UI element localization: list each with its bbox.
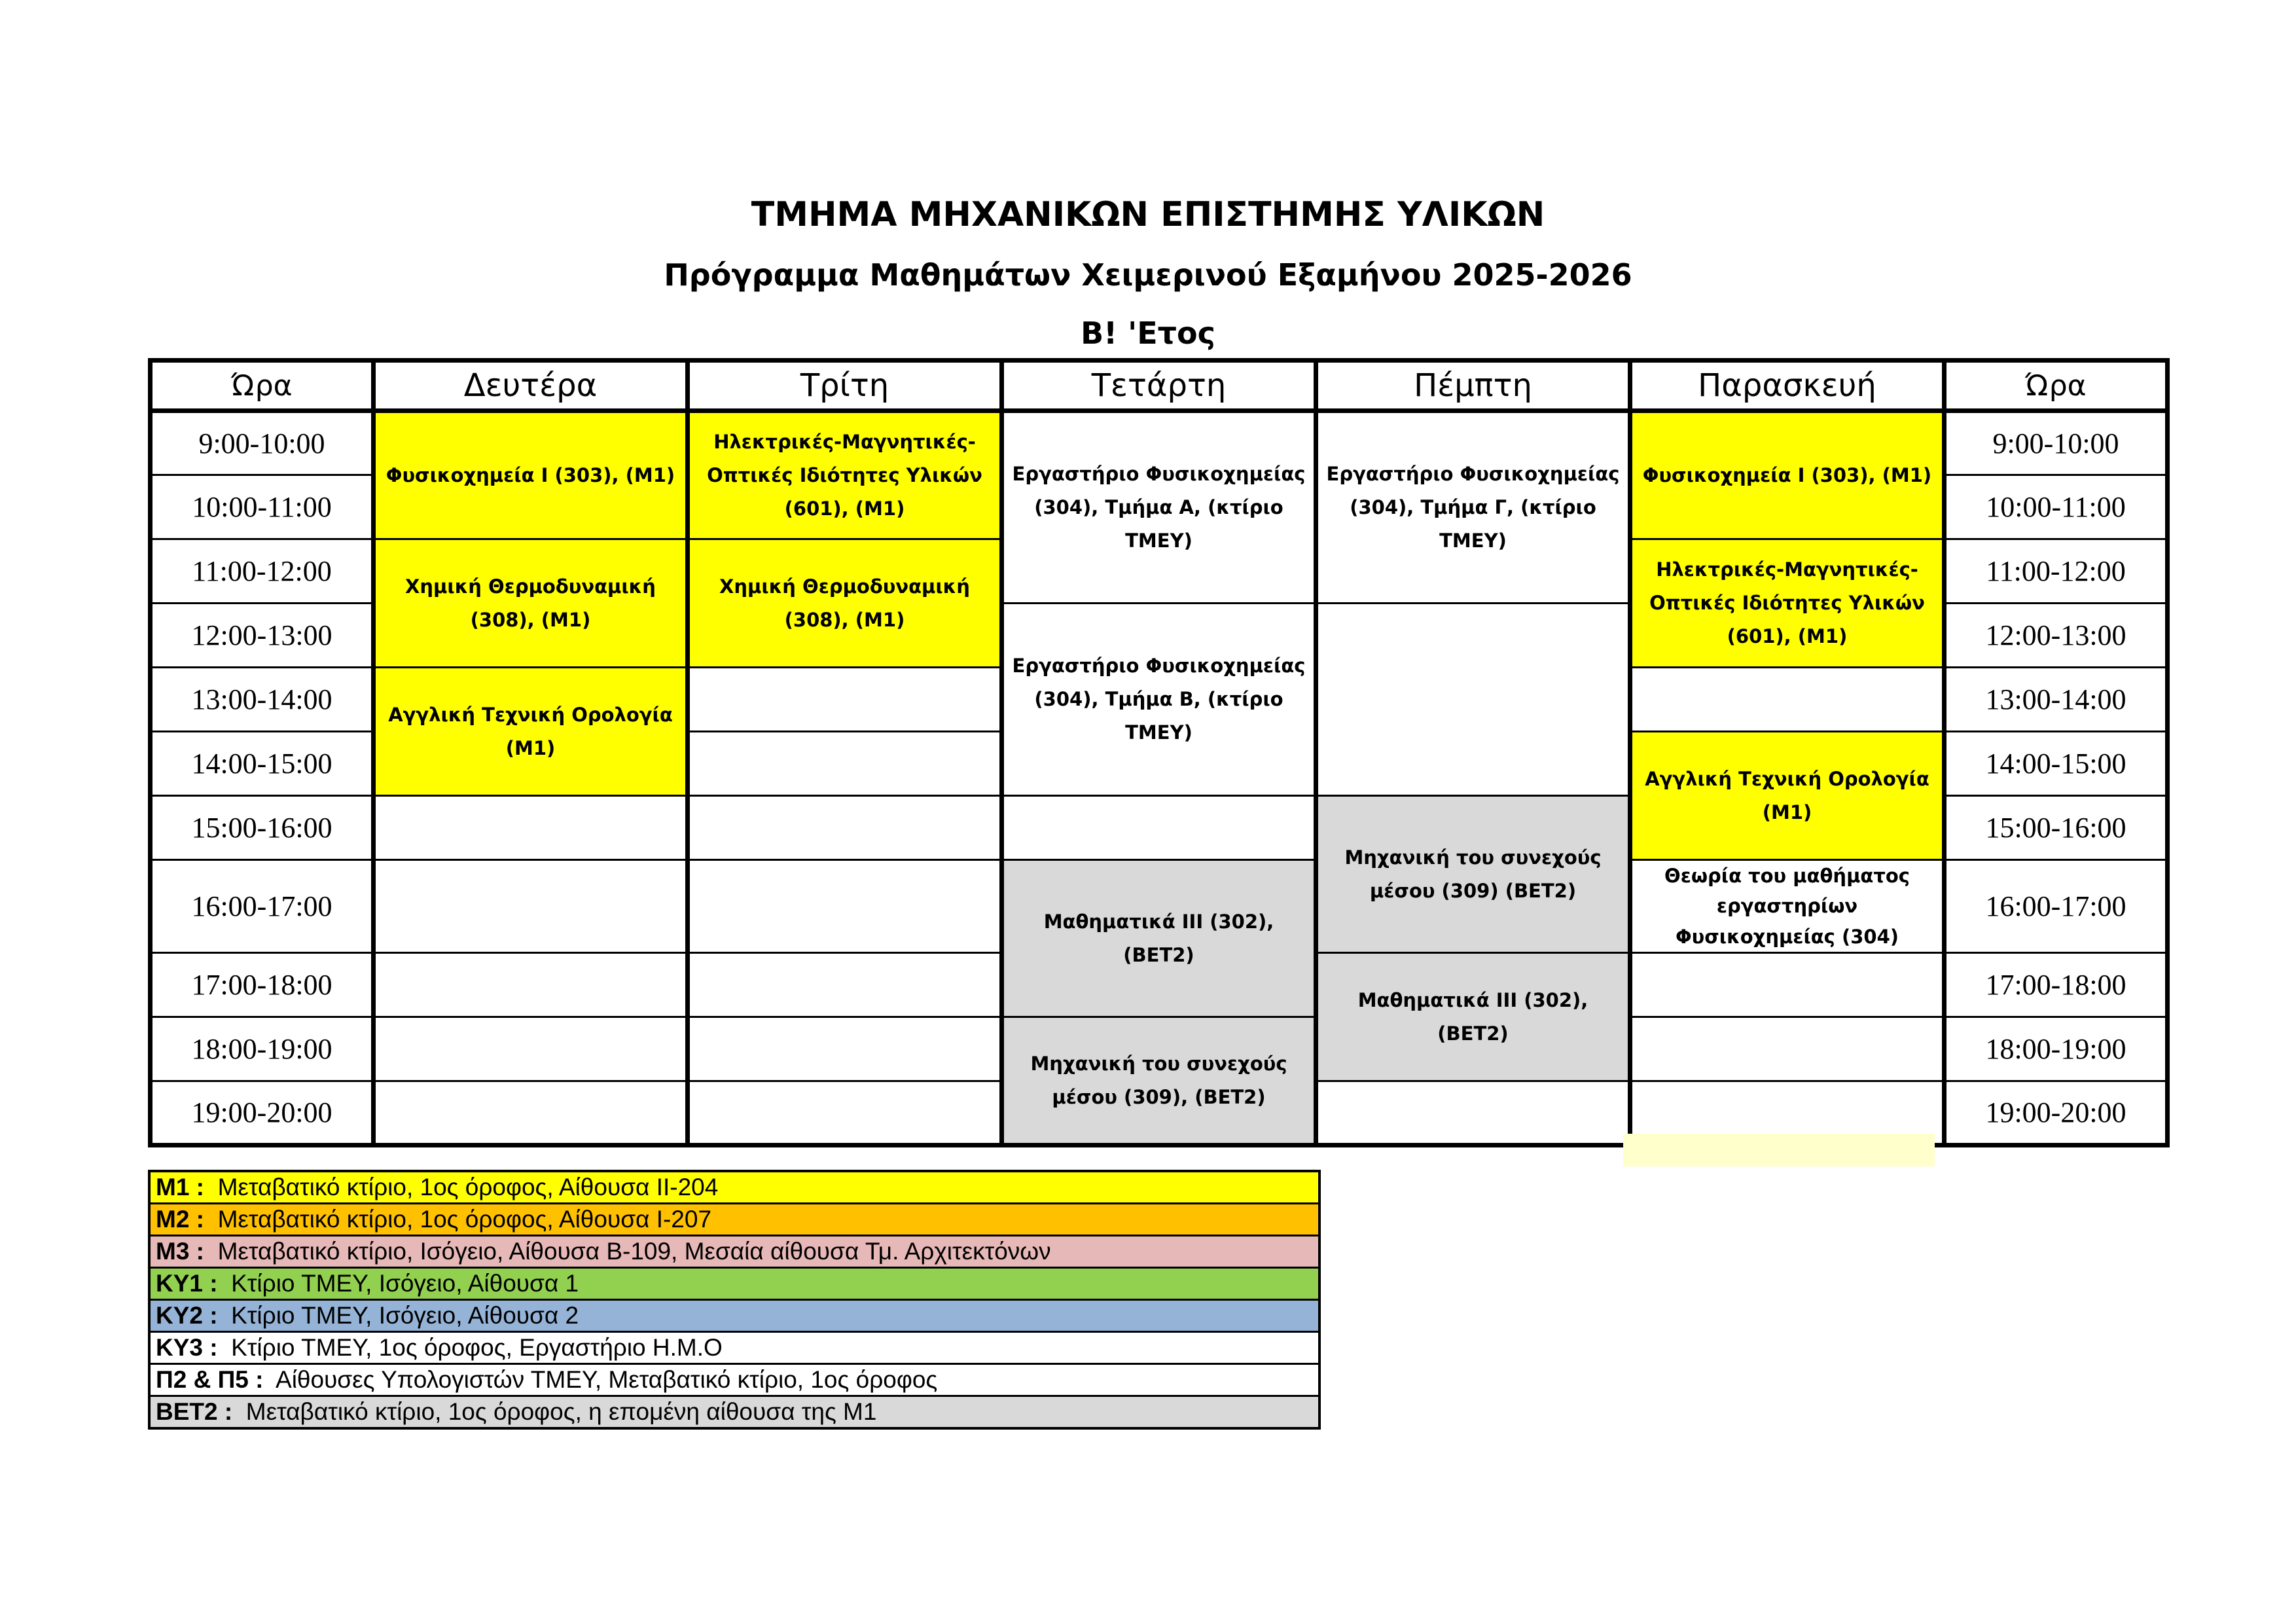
day-header-friday: Παρασκευή [1630,361,1945,411]
legend-ky3: ΚΥ3 : Κτίριο ΤΜΕΥ, 1ος όροφος, Εργαστήριο Η.Μ.Ο [149,1332,1319,1364]
empty-cell [374,953,688,1017]
legend-ky2: ΚΥ2 : Κτίριο ΤΜΕΥ, Ισόγειο, Αίθουσα 2 [149,1300,1319,1332]
course-wed-mech: Μηχανική του συνεχούς μέσου (309), (ΒΕΤ2) [1002,1017,1316,1146]
time-label: 16:00-17:00 [1945,860,2168,953]
empty-cell [1002,796,1316,860]
empty-cell [688,860,1002,953]
time-label: 18:00-19:00 [1945,1017,2168,1081]
legend-m1: Μ1 : Μεταβατικό κτίριο, 1ος όροφος, Αίθουσα ΙΙ-204 [149,1171,1319,1204]
empty-cell [1316,1081,1630,1146]
course-tue-emo: Ηλεκτρικές-Μαγνητικές-Οπτικές Ιδιότητες Υλικών (601), (Μ1) [688,411,1002,539]
empty-cell [1630,1017,1945,1081]
legend-row [149,1300,1319,1332]
time-label: 15:00-16:00 [1945,796,2168,860]
schedule-table [148,358,2170,1147]
legend-p2-p5: Π2 & Π5 : Αίθουσες Υπολογιστών ΤΜΕΥ, Μεταβατικό κτίριο, 1ος όροφος [149,1364,1319,1396]
legend-row [149,1171,1319,1204]
time-label: 15:00-16:00 [151,796,374,860]
header-row [151,361,2168,411]
table-row [151,411,2168,475]
course-thu-math: Μαθηματικά ΙΙΙ (302), (ΒΕΤ2) [1316,953,1630,1081]
empty-cell [688,668,1002,732]
empty-cell [374,796,688,860]
legend-row [149,1236,1319,1268]
course-fri-english: Αγγλική Τεχνική Ορολογία (Μ1) [1630,732,1945,860]
empty-cell [1316,604,1630,796]
empty-cell [1630,668,1945,732]
empty-cell [688,1017,1002,1081]
empty-cell [374,1017,688,1081]
year-title: Β! 'Ετος [1081,316,1215,351]
legend-m2: Μ2 : Μεταβατικό κτίριο, 1ος όροφος, Αίθουσα Ι-207 [149,1204,1319,1236]
empty-cell [688,796,1002,860]
time-label: 12:00-13:00 [151,604,374,668]
time-label: 16:00-17:00 [151,860,374,953]
legend-row [149,1396,1319,1429]
legend-bet2: ΒΕΤ2 : Μεταβατικό κτίριο, 1ος όροφος, η επομένη αίθουσα της Μ1 [149,1396,1319,1429]
room-legend [148,1170,1321,1430]
time-label: 13:00-14:00 [1945,668,2168,732]
course-fri-theory: Θεωρία του μαθήματος εργαστηρίων Φυσικοχημείας (304) [1630,860,1945,953]
legend-row [149,1204,1319,1236]
time-label: 10:00-11:00 [151,475,374,539]
time-label: 11:00-12:00 [1945,539,2168,604]
time-label: 9:00-10:00 [1945,411,2168,475]
schedule-title: Πρόγραμμα Μαθημάτων Χειμερινού Εξαμήνου 2025-2026 [664,257,1632,293]
time-label: 14:00-15:00 [1945,732,2168,796]
table-row [151,860,2168,953]
time-label: 17:00-18:00 [1945,953,2168,1017]
legend-m3: Μ3 : Μεταβατικό κτίριο, Ισόγειο, Αίθουσα Β-109, Μεσαία αίθουσα Τμ. Αρχιτεκτόνων [149,1236,1319,1268]
course-mon-physchem: Φυσικοχημεία Ι (303), (Μ1) [374,411,688,539]
course-thu-mech: Μηχανική του συνεχούς μέσου (309) (ΒΕΤ2) [1316,796,1630,953]
course-thu-lab-c: Εργαστήριο Φυσικοχημείας (304), Τμήμα Γ, (κτίριο ΤΜΕΥ) [1316,411,1630,604]
time-label: 19:00-20:00 [1945,1081,2168,1146]
empty-cell [688,1081,1002,1146]
department-title: ΤΜΗΜΑ ΜΗΧΑΝΙΚΩΝ ΕΠΙΣΤΗΜΗΣ ΥΛΙΚΩΝ [751,195,1545,234]
time-label: 12:00-13:00 [1945,604,2168,668]
course-mon-thermo: Χημική Θερμοδυναμική (308), (Μ1) [374,539,688,668]
hour-header-right: Ώρα [1945,361,2168,411]
hour-header-left: Ώρα [151,361,374,411]
course-wed-math: Μαθηματικά ΙΙΙ (302), (ΒΕΤ2) [1002,860,1316,1017]
course-mon-english: Αγγλική Τεχνική Ορολογία (Μ1) [374,668,688,796]
day-header-thursday: Πέμπτη [1316,361,1630,411]
legend-ky1: ΚΥ1 : Κτίριο ΤΜΕΥ, Ισόγειο, Αίθουσα 1 [149,1268,1319,1300]
course-wed-lab-b: Εργαστήριο Φυσικοχημείας (304), Τμήμα Β, (κτίριο ΤΜΕΥ) [1002,604,1316,796]
time-label: 17:00-18:00 [151,953,374,1017]
time-label: 11:00-12:00 [151,539,374,604]
time-label: 10:00-11:00 [1945,475,2168,539]
empty-cell [688,953,1002,1017]
time-label: 13:00-14:00 [151,668,374,732]
empty-cell [688,732,1002,796]
course-wed-lab-a: Εργαστήριο Φυσικοχημείας (304), Τμήμα Α, (κτίριο ΤΜΕΥ) [1002,411,1316,604]
day-header-monday: Δευτέρα [374,361,688,411]
time-label: 9:00-10:00 [151,411,374,475]
course-fri-physchem: Φυσικοχημεία Ι (303), (Μ1) [1630,411,1945,539]
highlight-strip [1623,1134,1935,1166]
table-row [151,1017,2168,1081]
day-header-wednesday: Τετάρτη [1002,361,1316,411]
empty-cell [374,1081,688,1146]
empty-cell [1630,953,1945,1017]
legend-row [149,1364,1319,1396]
time-label: 18:00-19:00 [151,1017,374,1081]
course-fri-emo: Ηλεκτρικές-Μαγνητικές-Οπτικές Ιδιότητες Υλικών (601), (Μ1) [1630,539,1945,668]
time-label: 14:00-15:00 [151,732,374,796]
course-tue-thermo: Χημική Θερμοδυναμική (308), (Μ1) [688,539,1002,668]
legend-row [149,1268,1319,1300]
empty-cell [374,860,688,953]
time-label: 19:00-20:00 [151,1081,374,1146]
legend-row [149,1332,1319,1364]
day-header-tuesday: Τρίτη [688,361,1002,411]
